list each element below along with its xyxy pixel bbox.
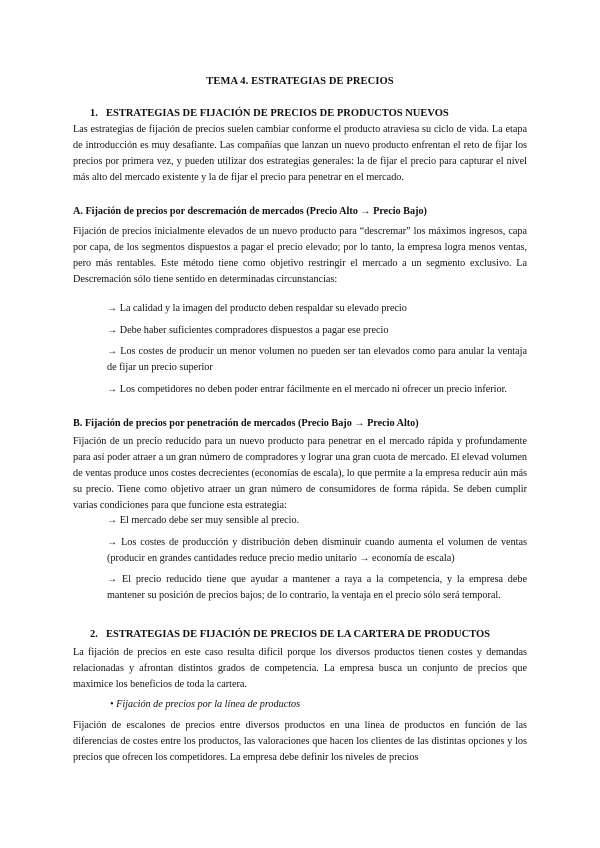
list-item: → Debe haber suficientes compradores dispuestos a pagar ese precio xyxy=(107,324,389,336)
section-1-heading xyxy=(90,108,449,119)
section-1-number: 1. xyxy=(90,108,98,119)
section-2-subitem-heading: • Fijación de precios por la línea de productos xyxy=(110,699,301,710)
list-item: → El precio reducido tiene que ayudar a mantener a raya a la competencia, y la empresa debe mantener su posición de precios bajos; de lo contrario, la ventaja en el precio sólo será temporal. xyxy=(107,574,527,602)
list-item: → Los competidores no deben poder entrar fácilmente en el mercado ni ofrecer un precio inferior. xyxy=(107,383,507,395)
section-1-heading-text: ESTRATEGIAS DE FIJACIÓN DE PRECIOS DE PRODUCTOS NUEVOS xyxy=(106,108,449,119)
subsection-a-heading: A. Fijación de precios por descremación de mercados (Precio Alto → Precio Bajo) xyxy=(73,206,427,217)
subsection-b-bullets xyxy=(107,513,527,610)
section-2-number: 2. xyxy=(90,629,98,640)
list-item: → Los costes de producir un menor volumen no pueden ser tan elevados como para anular la ventaja de fijar un precio superior xyxy=(107,346,527,374)
section-1-intro: Las estrategias de fijación de precios suelen cambiar conforme el producto atraviesa su ciclo de vida. La etapa de introducción es muy desafiante. Las compañías que lanzan un nuevo producto enfrentan el reto de fijar los precios por primera vez, y pueden utilizar dos estrategias generales: la de fijar el precio para capturar el nivel más alto del mercado existente y la de fijar el precio para penetrar en el mercado. xyxy=(73,124,527,184)
subsection-a-bullets xyxy=(107,301,527,403)
subsection-b-heading: B. Fijación de precios por penetración de mercados (Precio Bajo → Precio Alto) xyxy=(73,418,419,429)
section-2-intro: La fijación de precios en este caso resulta difícil porque los diversos productos tienen costes y demandas relacionadas y afrontan distintos grados de competencia. La empresa busca un conjunto de precios que maximice los beneficios de toda la cartera. xyxy=(73,647,527,691)
list-item: → La calidad y la imagen del producto deben respaldar su elevado precio xyxy=(107,303,407,314)
list-item: → Los costes de producción y distribución deben disminuir cuando aumenta el volumen de ventas (producir en grandes cantidades reduce precio medio unitario → economía de escala) xyxy=(107,536,527,564)
subsection-b-text: Fijación de un precio reducido para un nuevo producto para penetrar en el mercado rápida y profundamente para así poder atraer a un gran número de compradores y lograr una gran cuota de mercado. El elevad volumen de ventas produce unos costes decrecientes (economías de escala), lo que permite a la empresa reducir aún más su precio. Tiene como objetivo atraer un gran número de consumidores de forma rápida. Se deben cumplir varias condiciones para que funcione esta estrategia: xyxy=(73,436,527,512)
subsection-a-text: Fijación de precios inicialmente elevados de un nuevo producto para “descremar” los máximos ingresos, capa por capa, de los segmentos dispuestos a pagar el precio elevado; por lo tanto, la empresa logra menos ventas, pero más rentables. Este método tiene como objetivo restringir el mercado a un segmento exclusivo. La Descremación sólo tiene sentido en determinadas circunstancias: xyxy=(73,226,527,286)
page-title: TEMA 4. ESTRATEGIAS DE PRECIOS xyxy=(206,76,394,87)
section-2-heading-text: ESTRATEGIAS DE FIJACIÓN DE PRECIOS DE LA CARTERA DE PRODUCTOS xyxy=(106,629,491,640)
list-item: → El mercado debe ser muy sensible al precio. xyxy=(107,515,300,526)
section-2-heading xyxy=(90,629,490,640)
section-2-subitem-text: Fijación de escalones de precios entre diversos productos en una línea de productos en función de las diferencias de costes entre los productos, las valoraciones que hacen los clientes de las distintas opciones y los precios que ofrecen los competidores. La empresa debe definir los niveles de precios xyxy=(73,720,527,764)
